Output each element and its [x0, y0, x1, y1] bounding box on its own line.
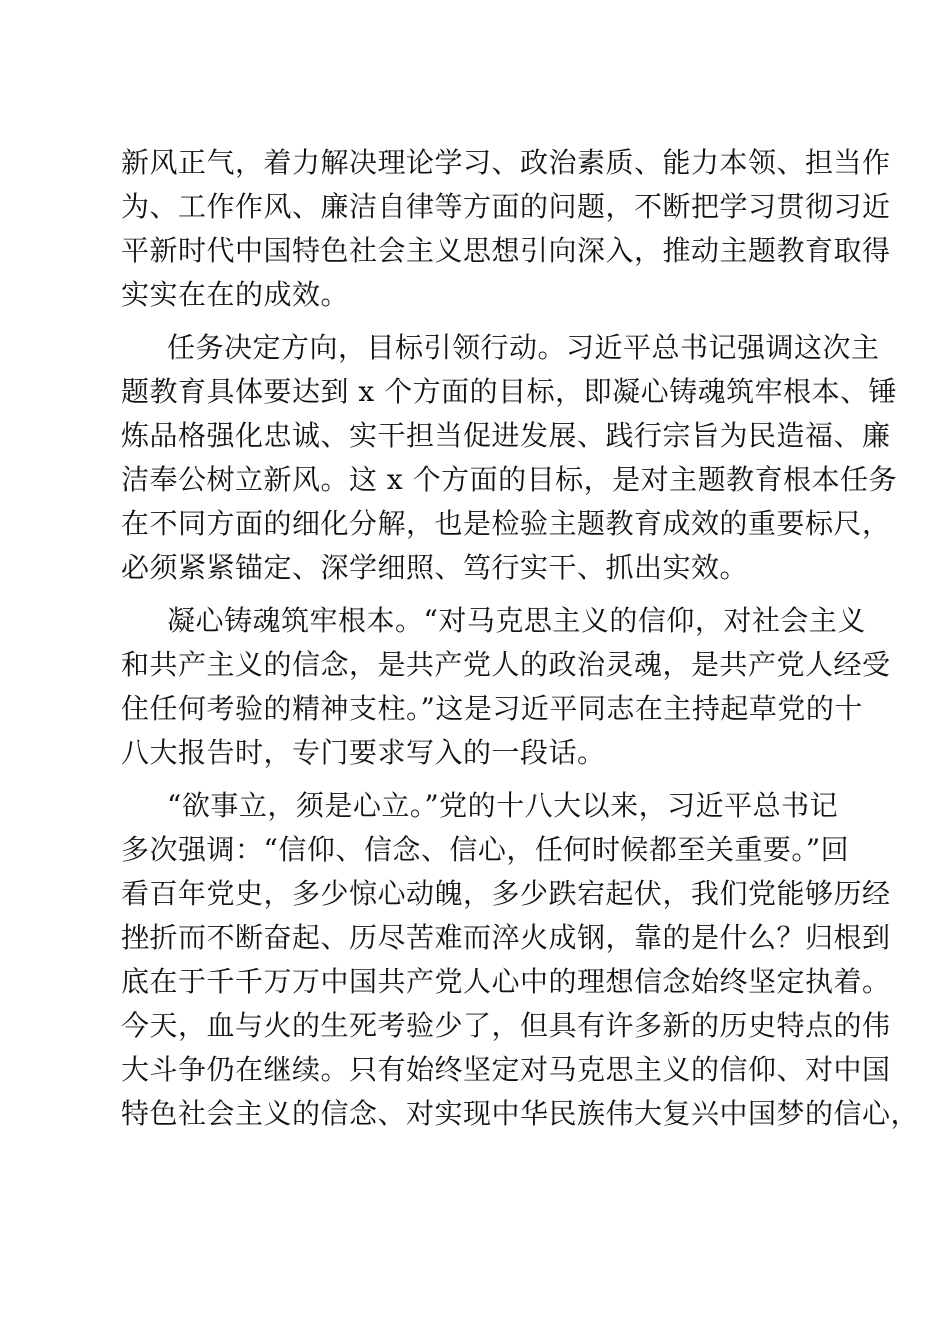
text-line: 新风正气，着力解决理论学习、政治素质、能力本领、担当作	[121, 146, 891, 179]
paragraph	[121, 326, 898, 590]
text-line: 住任何考验的精神支柱。”这是习近平同志在主持起草党的十	[121, 692, 863, 725]
document-body	[121, 141, 920, 1136]
paragraph	[121, 784, 920, 1136]
text-line: 题教育具体要达到 x 个方面的目标，即凝心铸魂筑牢根本、锤	[121, 375, 898, 408]
text-line: 实实在在的成效。	[121, 278, 350, 311]
text-line: 在不同方面的细化分解，也是检验主题教育成效的重要标尺，	[121, 507, 891, 540]
text-line: 今天，血与火的生死考验少了，但具有许多新的历史特点的伟	[121, 1009, 891, 1042]
text-line: 底在于千千万万中国共产党人心中的理想信念始终坚定执着。	[121, 965, 891, 998]
text-line: 为、工作作风、廉洁自律等方面的问题，不断把学习贯彻习近	[121, 190, 891, 223]
text-line: 多次强调：“信仰、信念、信心，任何时候都至关重要。”回	[121, 833, 850, 866]
text-line: 和共产主义的信念，是共产党人的政治灵魂，是共产党人经受	[121, 648, 891, 681]
text-line: 特色社会主义的信念、对实现中华民族伟大复兴中国梦的信心，	[121, 1097, 920, 1130]
text-line: 挫折而不断奋起、历尽苦难而淬火成钢，靠的是什么？归根到	[121, 921, 891, 954]
text-line: 洁奉公树立新风。这 x 个方面的目标，是对主题教育根本任务	[121, 463, 898, 496]
text-line: 平新时代中国特色社会主义思想引向深入，推动主题教育取得	[121, 234, 891, 267]
text-line: 八大报告时，专门要求写入的一段话。	[121, 736, 606, 769]
text-line: 凝心铸魂筑牢根本。“对马克思主义的信仰，对社会主义	[167, 604, 866, 637]
text-line: 必须紧紧锚定、深学细照、笃行实干、抓出实效。	[121, 551, 749, 584]
text-line: “欲事立，须是心立。”党的十八大以来，习近平总书记	[167, 789, 839, 822]
text-line: 任务决定方向，目标引领行动。习近平总书记强调这次主	[167, 331, 880, 364]
text-line: 大斗争仍在继续。只有始终坚定对马克思主义的信仰、对中国	[121, 1053, 891, 1086]
text-line: 炼品格强化忠诚、实干担当促进发展、践行宗旨为民造福、廉	[121, 419, 891, 452]
text-line: 看百年党史，多少惊心动魄，多少跌宕起伏，我们党能够历经	[121, 877, 891, 910]
paragraph	[121, 141, 891, 317]
paragraph	[121, 599, 891, 775]
